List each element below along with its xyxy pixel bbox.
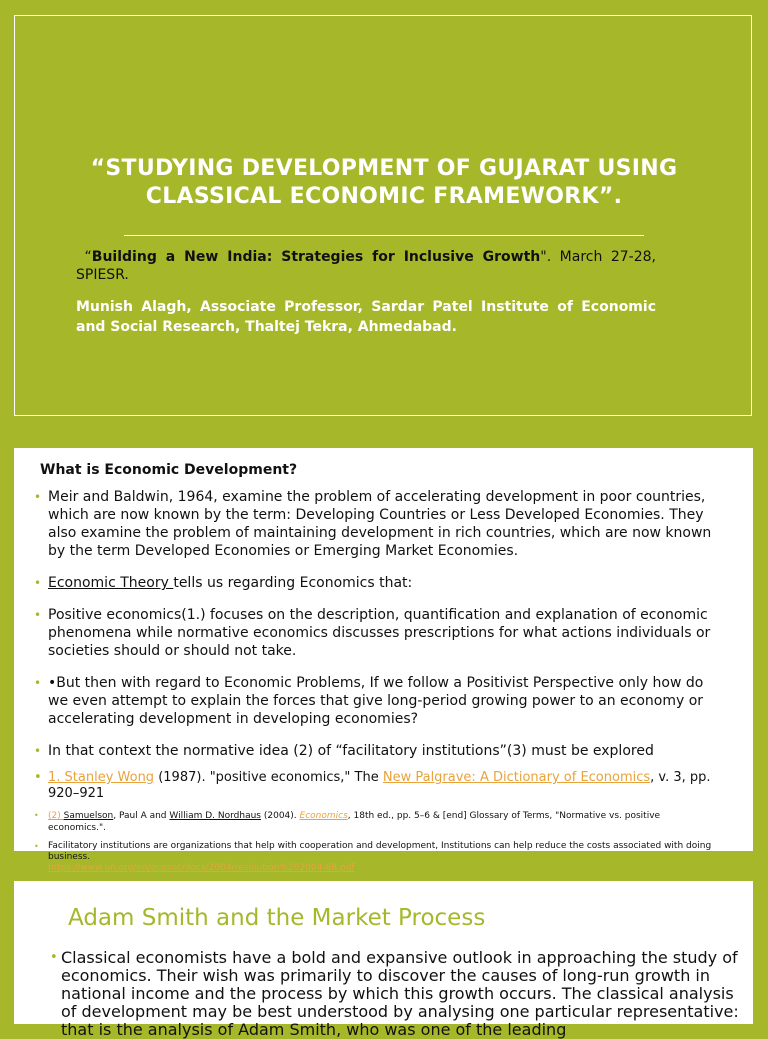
title-line-2: CLASSICAL ECONOMIC FRAMEWORK”. xyxy=(145,184,623,209)
nordhaus-link[interactable]: William D. Nordhaus xyxy=(169,811,261,821)
reference-text: (2004). xyxy=(261,811,300,821)
list-item xyxy=(34,574,720,592)
bullet-text: Positive economics(1.) focuses on the description, quantification and explanation of economic phenomena while normative economics discusses prescriptions for what actions individuals or societies should or should not take. xyxy=(48,607,711,659)
bullet-icon: • xyxy=(34,770,42,785)
reference-text: (1987). "positive economics," The xyxy=(154,770,383,785)
adam-smith-slide xyxy=(14,881,753,1039)
title-divider xyxy=(124,235,644,236)
bullet-text: Meir and Baldwin, 1964, examine the problem of accelerating development in poor countries, which are now known by the term: Developing Countries or Less Developed Economies. They also examine the problem of maintaining development in rich countries, which are now known by the term Developed Economies or Emerging Market Economies. xyxy=(48,489,712,559)
reference-text: , Paul A and xyxy=(113,811,170,821)
reference-item xyxy=(34,841,720,874)
bullet-icon: • xyxy=(50,950,58,965)
title-slide-frame xyxy=(14,15,752,416)
conference-date: ". March 27-28, SPIESR. xyxy=(76,249,657,283)
conference-line xyxy=(76,248,656,284)
un-resolution-link[interactable]: https://www.un.org/en/ecosoc/docs/2004/resolution%202004-68.pdf xyxy=(48,863,355,873)
bullet-text: In that context the normative idea (2) of “facilitatory institutions”(3) must be explored xyxy=(48,743,654,759)
bullet-icon: • xyxy=(34,608,42,622)
list-item xyxy=(34,606,720,660)
author-affiliation: Munish Alagh, Associate Professor, Sardar Patel Institute of Economic and Social Research, Thaltej Tekra, Ahmedabad. xyxy=(76,299,656,335)
list-item xyxy=(50,949,741,1039)
slide-heading: Adam Smith and the Market Process xyxy=(68,905,486,931)
economic-development-slide xyxy=(14,448,753,873)
reference-item xyxy=(34,770,720,802)
title-slide xyxy=(0,0,768,432)
bullet-list xyxy=(34,488,720,874)
economic-theory-link[interactable]: Economic Theory xyxy=(48,575,174,591)
presentation-title xyxy=(60,155,708,211)
list-item xyxy=(34,674,720,728)
bullet-text: •But then with regard to Economic Problems, If we follow a Positivist Perspective only how do we even attempt to explain the forces that give long-period growing power to an economy or accelerating development in developing economies? xyxy=(48,675,704,727)
new-palgrave-link[interactable]: New Palgrave: A Dictionary of Economics xyxy=(382,770,651,785)
title-line-1: “STUDYING DEVELOPMENT OF GUJARAT USING xyxy=(90,156,678,181)
slide-heading: What is Economic Development? xyxy=(40,462,298,478)
reference-text: Facilitatory institutions are organizations that help with cooperation and development, Institutions can help reduce the costs associated with doing business. xyxy=(48,841,712,862)
conference-open-quote: “ xyxy=(84,249,92,265)
footnote-2-link[interactable]: (2) xyxy=(48,811,64,821)
samuelson-link[interactable]: Samuelson xyxy=(63,811,114,821)
list-item xyxy=(34,488,720,560)
bullet-text: Classical economists have a bold and expansive outlook in approaching the study of economics. Their wish was primarily to discover the causes of long-run growth in national income and the process by which this growth occurs. The classical analysis of development may be best understood by analysing one particular representative: that is the analysis of Adam Smith, who was one of the leading xyxy=(61,948,739,1039)
list-item xyxy=(34,742,720,760)
bullet-icon: • xyxy=(34,811,39,820)
reference-text: , v. 3, pp. 920–921 xyxy=(48,770,711,801)
bullet-icon: • xyxy=(34,576,42,590)
economics-book-link[interactable]: Economics xyxy=(299,811,348,821)
reference-item xyxy=(34,810,720,834)
bullet-icon: • xyxy=(34,842,39,851)
stanley-wong-link[interactable]: 1. Stanley Wong xyxy=(48,770,155,785)
bullet-icon: • xyxy=(34,676,42,690)
bullet-text: tells us regarding Economics that: xyxy=(173,575,413,591)
bullet-icon: • xyxy=(34,490,42,504)
bullet-icon: • xyxy=(34,744,42,758)
conference-name: Building a New India: Strategies for Inclusive Growth xyxy=(91,249,541,265)
reference-text: , 18th ed., pp. 5–6 & [end] Glossary of Terms, "Normative vs. positive economics.". xyxy=(48,811,661,833)
